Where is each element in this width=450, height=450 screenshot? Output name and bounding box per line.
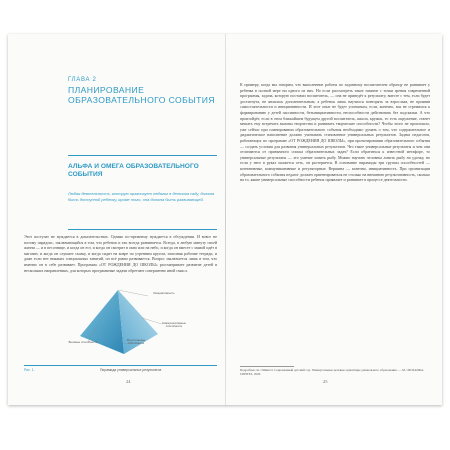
chapter-divider — [68, 155, 217, 156]
figure-number: Рис. 1. — [24, 368, 35, 372]
footnote-divider — [240, 366, 294, 367]
right-page — [226, 34, 442, 405]
label-initiative: Инициативность — [153, 291, 175, 295]
label-regulatory: Регуляторные способности — [126, 338, 146, 346]
book-spread — [8, 34, 442, 405]
chapter-title: ПЛАНИРОВАНИЕ ОБРАЗОВАТЕЛЬНОГО СОБЫТИЯ — [68, 85, 215, 105]
label-volitional: Волевые способности — [68, 340, 98, 344]
left-body-text: Этот постулат не нуждается в доказательствах. Однако по-прежнему нуждается в обсуждении. И вовсе не потому парадокс, заключающийся в том, что ребенок и так всегда развивается. Всегда, в любую минуту своей жизни — и в песочнице, и когда он ест, и когда он смотрит в окно или на небо, и когда он вместе с мамой идёт в магазин, и когда он слушает сказку, и когда сидит на ковре по утренним кругом, заполняя рабочие тетради, и даже если нет никаких специальных занятий, он всё равно развивается. Вопрос заключается лишь в том, что именно он в себе развивает. Программа «ОТ РОЖДЕНИЯ ДО ШКОЛЫ» рассматривает развитие детей в нескольких направлениях, для которых программные задачи обретают совершенно иной смысл. — [24, 234, 217, 273]
figure-caption: Пирамида универсальных результатов — [100, 368, 162, 372]
right-page-number: 25 — [323, 379, 328, 384]
left-page-number: 24 — [126, 379, 131, 384]
section-title: АЛЬФА И ОМЕГА ОБРАЗОВАТЕЛЬНОГО СОБЫТИЯ — [68, 163, 199, 178]
left-page — [8, 34, 225, 405]
pyramid-figure — [58, 284, 192, 364]
epigraph-divider — [68, 229, 217, 230]
chapter-label: ГЛАВА 2 — [68, 77, 97, 83]
caption-divider — [24, 365, 217, 366]
epigraph: Любая деятельность, которую организует педагог в детском саду, должна быть доступной ребенку, кроме того, она должна быть развивающей. — [68, 191, 215, 202]
label-communicative: Коммуникативные способности — [162, 321, 186, 329]
right-body-text: К примеру, когда мы говорим, что выполнение работы по заданному воспитателем образцу не развивает у ребенка в полной мере ни одного из них. Но если рассмотреть такое занятие с точки зрения современной программы, задача, которую поставил воспитатель, — она не приведёт к результату, вместе с тем, если будет достигнута, не являлась дополнительным, а ребенок лишь научился повторять за взрослым, не проявив самостоятельности и инициативности. И этот опыт не будет успешным, если, конечно, мы не стремимся к формированию у детей пассивности, безынициативности, неспособности действовать без подсказки. А что произойдёт, если в этом ближайшем будущем другой воспитатель, школа, кружок, то есть окружение, станет мешать ему встречать вызовы творчества и развивать творческие способности? Чтобы этого не произошло, уже сейчас при планировании образовательного события необходимо думать о том, что содержательное и дидактическое наполнение должно учитывать становление универсальных результатов. Задача педагогов, работающих по программе «ОТ РОЖДЕНИЯ ДО ШКОЛЫ», при проектировании образовательного события — создать условия для развития универсальных результатов. Что такое универсальные результаты и чем они отличаются от привычного списка образовательных задач? Если обратиться к известной метафоре, то универсальные результаты — это умение ловить рыбу. Можно научить человека ловить рыбу на удочку, но если у него в руках окажется сеть, он растеряется. В основание пирамиды три группы способностей — когнитивные, коммуникативные и регуляторные. Вершина — конечно, инициативность. При организации образовательного события педагог должен ориентироваться не столько на внешнюю результативность, сколько на то, какие универсальные способности ребенок проявляет и развивает в процессе деятельности. — [240, 82, 430, 183]
footnote: Подробнее см.: Шиян О. Современный детский сад. Универсальные целевые ориентиры дошкольного образования. — М.: МОЗАИКА-СИНТЕЗ, 2020. — [240, 368, 425, 377]
